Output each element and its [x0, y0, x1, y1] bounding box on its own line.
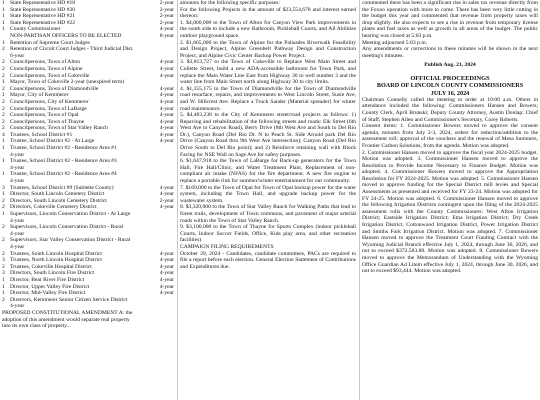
office-term: 4-year: [159, 125, 174, 132]
office-row: [2, 257, 174, 264]
proceedings-paragraph: 2. Commissioner Hansen moved to approve the fiscal year 2024-2025 budget. Motion was adopted. 3. Commissioner Hansen moved to approve the Resolution to Provide Income Necessary to Finance Budget. Motion was adopted. 4. Commissioner Bowers moved to approve the Appropriation Resolution for FY 2024-2025. Motion was adopted. 5. Commissioner Hansen moved to approve funding for the Special District mill levies and Special Assessments as presented and received for FY 23-24. Motion was adopted for FY 24-25. Motion was adopted. 6. Commissioner Hansen moved to approve the following Irrigation Districts contingent upon the filing of the 2024-2025 assessment rolls with the County Commissioners: West Afton Irrigation District; Eastside Irrigation District; Etna Irrigation District; Dry Creek Irrigation District, Cottonwood Irrigation District, Power Irrigation District and Smiths Fork Irrigation District. Motion was adopted. 7. Commissioner Hansen moved to approve the Treatment Court Funding Contract with the Wyoming Judicial Branch effective July 1, 2024, through June 30, 2026, and not to exceed $372,583.88. Motion was adopted. 8. Commissioner Bowers moved to approve the Memorandum of Understanding with the Wyoming Office Guardian Ad Litem effective July 1, 2024, through June 30, 2026, and not to exceed $93,444. Motion was adopted.: [362, 149, 538, 275]
office-count: 1: [2, 13, 5, 20]
minutes-text: [362, 0, 538, 59]
office-term: 4-year: [159, 191, 174, 198]
office-title: Trustee, School District #2 - Residence Area #3: [10, 158, 117, 165]
office-term: 2-year: [159, 19, 174, 26]
amendment-line: adoption of this amendment would separate real property: [2, 316, 130, 323]
office-row: [2, 33, 174, 40]
office-row: [2, 40, 174, 47]
office-title: 4-year: [10, 243, 25, 250]
office-title: Trustees, South Lincoln Hospital District: [10, 250, 102, 257]
office-title: Trustees, Cokeville Hospital District: [10, 263, 92, 270]
project-paragraph: 4. $1,155,175 to the Town of Diamondville for the Town of Diamondville road resurface, repairs, and improvements to West Lincoln Street, Susie Ave, and W. Hillcrest Ave. Replace a Truck Sander (Material spreader) for winter road maintenance.: [180, 85, 356, 112]
office-row: [2, 191, 174, 198]
office-term: [172, 152, 174, 159]
office-title: Trustees, School District #1: [10, 131, 73, 138]
office-count: [2, 165, 10, 172]
minutes-paragraph: commented there has been a significant rise in sales tax revenue directly from the Foxoo operation with more to come. There has been very little cutting in the budget this year and commented that revenue from property taxes will drop slightly. He also expects to see a rise in revenue from temporary license plates and fuel taxes as well as growth in all areas of the budget. The public hearing was closed at 5:03 p.m.: [362, 0, 538, 39]
office-title: Mayor, City of Kemmerer: [10, 92, 69, 99]
office-term: [172, 46, 174, 53]
office-title: Councilpersons, City of Kemmerer: [10, 98, 89, 105]
office-title: Councilpersons, Town of Star Valley Ranch: [10, 125, 108, 132]
office-title: Director, Mid-Valley Fire District: [10, 290, 86, 297]
office-count: 2: [2, 204, 5, 211]
proceedings-heading: OFFICIAL PROCEEDINGS: [410, 74, 490, 82]
office-row: [2, 0, 174, 7]
office-term: [172, 165, 174, 172]
office-title: Trustee, School District #2 - At Large: [10, 138, 95, 145]
office-title: 4-year: [10, 178, 25, 185]
office-title: State Representative HD #21: [10, 13, 76, 20]
minutes-paragraph: Any amendments or corrections to these minutes will be shown in the next meeting's minutes.: [362, 46, 538, 59]
office-count: [2, 303, 10, 310]
office-count: 1: [2, 158, 5, 165]
office-row: [2, 237, 174, 244]
office-row: [2, 7, 174, 14]
office-title: Councilpersons, Town of Alton: [10, 59, 81, 66]
proceedings-body: [362, 97, 538, 275]
office-row: [2, 231, 174, 238]
office-count: 2: [2, 72, 5, 79]
office-title: Retention of Supreme Court Judges: [10, 39, 90, 46]
office-row: [2, 198, 174, 205]
office-count: 1: [2, 92, 5, 99]
office-term: 4-year: [159, 65, 174, 72]
office-count: 2: [2, 296, 5, 303]
project-paragraph: 9. $3,100,000 to the Town of Thayne for Sports Complex (indoor pickleball Courts, Indoor Soccer Fields, Office, Kids play area, and other recreation facilities): [180, 224, 356, 244]
office-count: 3: [2, 270, 5, 277]
office-term: 2-year: [159, 0, 174, 6]
project-paragraph: 3. $3,813,727 to the Town of Cokeville to Replace West Main Street and Collette Street, build a new ADA-accessible bathroom for Town Park, and replace the Main Water Line East from Highway 30 to well number 3 and the water line from Main Street north along Highway 30 to city limits.: [180, 59, 356, 86]
office-term: [172, 237, 174, 244]
office-term: 4-year: [159, 98, 174, 105]
office-term: 4-year: [159, 26, 174, 33]
office-count: 2: [2, 263, 5, 270]
office-row: [2, 284, 174, 291]
office-term: 4-year: [159, 290, 174, 297]
office-title: 4-year: [10, 230, 25, 237]
office-title: Trustee, School District #2 - Residence Area #4: [10, 171, 117, 178]
office-term: [172, 224, 174, 231]
office-row: [2, 270, 174, 277]
office-title: 6-year: [10, 52, 25, 59]
office-count: 1: [2, 6, 5, 13]
offices-column: [2, 0, 174, 400]
office-term: 4-year: [159, 59, 174, 66]
minutes-paragraph: Meeting adjourned 5:03 p.m.: [362, 39, 428, 46]
office-count: 1: [2, 276, 5, 283]
project-paragraph: 8. $3,320,000 to the Town of Star Valley Ranch for Walking Paths that lead to forest trails, development of Town commons, and pavement of major arterial roads within the Town of Star Valley Ranch.: [180, 204, 356, 224]
office-row: [2, 204, 174, 211]
office-row: [2, 178, 174, 185]
office-row: [2, 73, 174, 80]
office-term: 4-year: [159, 283, 174, 290]
column-divider: [177, 0, 178, 400]
office-title: Supervisors, Star Valley Conservation District - Rural: [10, 237, 131, 244]
office-term: 4-year: [159, 72, 174, 79]
office-row: [2, 290, 174, 297]
office-title: Trustees, School District #9 (Sublette County): [10, 184, 114, 191]
office-title: Retention of Circuit Court Judges - Third Judicial Dist.: [10, 46, 134, 53]
office-row: [2, 92, 174, 99]
office-count: [2, 218, 10, 225]
office-row: [2, 264, 174, 271]
office-title: Directors, South Lincoln Fire District: [10, 270, 95, 277]
office-row: [2, 152, 174, 159]
office-title: Councilpersons, Town of LaBarge: [10, 105, 87, 112]
office-term: 4-year: [159, 92, 174, 99]
column-divider: [359, 0, 360, 400]
meeting-date-heading: JULY 16, 2024: [430, 89, 470, 97]
office-count: 1: [2, 290, 5, 297]
office-row: [2, 13, 174, 20]
office-row: [2, 138, 174, 145]
office-row: [2, 171, 174, 178]
office-term: 8-year: [159, 32, 174, 39]
office-title: Councilpersons, Town of Cokeville: [10, 72, 90, 79]
office-row: [2, 99, 174, 106]
office-term: 4-year: [159, 250, 174, 257]
office-row: [2, 79, 174, 86]
office-term: [172, 145, 174, 152]
office-title: Directors, Kemmerer Senior Citizen Service District: [10, 296, 128, 303]
projects-column: [180, 0, 356, 400]
office-row: [2, 303, 174, 310]
office-count: 2: [2, 118, 5, 125]
office-term: 4-year: [159, 112, 174, 119]
office-count: 1: [2, 211, 5, 217]
office-title: Directors, Cokeville Cemetery District: [10, 204, 97, 211]
office-row: [2, 20, 174, 27]
office-term: 4-year: [159, 263, 174, 270]
office-term: 4-year: [159, 85, 174, 92]
office-term: 4-year: [159, 118, 174, 125]
project-paragraph: October 29, 2024 - Candidates, candidate committees, PACs are required to file a report before each election. General Election Statement of Contributions and Expenditures due.: [180, 250, 356, 270]
office-row: [2, 66, 174, 73]
office-title: Trustees, North Lincoln Hospital District: [10, 257, 102, 264]
office-count: 2: [2, 224, 5, 231]
office-row: [2, 218, 174, 225]
office-count: 3: [2, 184, 5, 191]
office-term: 4-year: [159, 138, 174, 145]
office-count: 2: [2, 85, 5, 92]
office-term: [172, 244, 174, 251]
offices-list: [2, 0, 174, 310]
office-count: 1: [2, 145, 5, 152]
office-count: 2: [2, 105, 5, 112]
office-title: Councilpersons, Town of Opal: [10, 112, 79, 119]
amendment-a-text: [2, 310, 174, 330]
publish-date: Publish Aug. 21, 2024: [424, 62, 476, 69]
office-row: [2, 165, 174, 172]
office-row: [2, 224, 174, 231]
projects-list: [180, 7, 356, 271]
office-term: 2-year: [159, 6, 174, 13]
office-count: 1: [2, 191, 5, 198]
office-term: [172, 218, 174, 225]
office-row: [2, 244, 174, 251]
project-paragraph: 2. $1,665,000 to the Town of Alpine for the Palisades Riverwalk Feasibility and Design Project, Alpine Greenbelt Pathway Design and Construction Project, and Alpine Civic Center Backup Power Project.: [180, 39, 356, 59]
office-term: 4-year: [159, 184, 174, 191]
office-title: 4-year: [10, 217, 25, 224]
office-count: 2: [2, 98, 5, 105]
office-count: [2, 244, 10, 251]
office-term: [172, 79, 174, 86]
project-paragraph: CAMPAIGN FILING REQUIREMENTS: [180, 243, 274, 250]
office-term: [172, 158, 174, 165]
office-count: [2, 33, 10, 40]
office-count: 1: [2, 26, 5, 33]
office-count: 1: [2, 79, 5, 86]
office-term: [172, 171, 174, 178]
office-term: [172, 40, 174, 47]
office-title: State Representative HD #18: [10, 0, 76, 6]
office-count: 1: [2, 283, 5, 290]
office-term: 2-year: [159, 13, 174, 20]
office-count: 2: [2, 197, 5, 204]
office-term: [172, 303, 174, 310]
project-paragraph: 6. $1,647,918 to the Town of LaBarge for Back-up generators for the Town Hall, Fire Hall/Clinic, and Water Treatment Plant, Replacement of non-compliant air intake (NFAS) for the fire department. A new fire engine to replace a portable rink for summer/winter entertainment for our community.: [180, 158, 356, 185]
project-paragraph: 1. $4,000,000 to the Town of Afton for Canyon View Park improvements in the south side to include a new Bathroom, Pickleball Courts, and All Abilities outdoor playground space.: [180, 19, 356, 39]
amendment-line: PROPOSED CONSTITUTIONAL AMENDMENT A: the: [2, 309, 133, 316]
office-count: 2: [2, 237, 5, 244]
office-count: 2: [2, 65, 5, 72]
office-row: [2, 86, 174, 93]
office-term: 4-year: [159, 105, 174, 112]
proceedings-column: [362, 0, 538, 400]
project-paragraph: 7. $169,000 to the Town of Opal for Town of Opal backup power for the water system, including the Town Hall, and upgrade backup power for the wastewater system.: [180, 184, 356, 204]
office-row: [2, 297, 174, 304]
office-title: NON-PARTISAN OFFICERS TO BE ELECTED: [10, 32, 122, 39]
office-term: [172, 297, 174, 304]
office-title: 4-year: [10, 151, 25, 158]
office-count: 2: [2, 59, 5, 66]
office-title: 4-year: [10, 164, 25, 171]
office-title: Supervisors, Lincoln Conservation District - Rural: [10, 224, 124, 231]
office-count: [2, 178, 10, 185]
project-paragraph: 5. $4,483,238 to the City of Kemmerer street/road projects as follows: 1) Repaving and rehabilitation of the following streets and roads: Elk Street (6th West Ave to Canyon Road), Berry Drive (8th West Ave and South to Del Rio Dr.), Canyon Road (Del Rio Dr. N to Peach St. Side Arnold park Del Rio Drive (Canyon Road thru 9th West Ave intersection); Canyon Road (Del Rio Drive South to Del Rio point); and 2) Reinforce retaining wall with Block Facing for NSE Wall on Sage Ave for safety purposes.: [180, 112, 356, 158]
projects-intro: amounts for the following specific purposes:: [180, 0, 280, 6]
office-count: 2: [2, 125, 5, 132]
office-title: Mayor, Town of Cokeville 2-year (unexpired term): [10, 79, 125, 86]
office-row: [2, 53, 174, 60]
office-term: [172, 53, 174, 60]
office-count: 1: [2, 138, 5, 145]
office-term: 4-year: [159, 257, 174, 264]
office-count: 1: [2, 39, 5, 46]
office-title: Director, South Lincoln Cemetery District: [10, 191, 105, 198]
office-term: 4-year: [159, 276, 174, 283]
office-count: 4: [2, 131, 5, 138]
office-title: Directors, South Lincoln Cemetery District: [10, 197, 107, 204]
office-title: Trustee, School District #2 - Residence Area #1: [10, 145, 117, 152]
office-title: 4-year: [10, 303, 25, 310]
office-term: 4-year: [159, 270, 174, 277]
office-count: 1: [2, 19, 5, 26]
office-count: 2: [2, 112, 5, 119]
proceedings-paragraph: Chairman Connelly called the meeting to order at 10:00 a.m. Others in attendance included the following: Commissioners Hansen and Bowers; County Clerk, April Brunski; Deputy County Attorney, Austin Donlap; Chief of Staff, Stephen Allen and Commissioner's Secretary, Corey Roberts.: [362, 96, 538, 123]
office-title: Director, Bear River Fire District: [10, 276, 85, 283]
office-term: [172, 231, 174, 238]
office-title: County Commissioner: [10, 26, 61, 33]
office-row: [2, 26, 174, 33]
office-count: [2, 231, 10, 238]
office-title: Director, Upper Valley Fire District: [10, 283, 90, 290]
office-term: [172, 178, 174, 185]
office-title: Councilpersons, Town of Diamondville: [10, 85, 99, 92]
office-row: [2, 277, 174, 284]
office-title: Councilpersons, Town of Thayne: [10, 118, 85, 125]
office-row: [2, 119, 174, 126]
office-row: [2, 106, 174, 113]
office-row: [2, 59, 174, 66]
office-row: [2, 158, 174, 165]
office-title: Supervisors, Lincoln Conservation District - At Large: [10, 211, 131, 217]
office-row: [2, 185, 174, 192]
amendment-line: into its own class of property...: [2, 323, 71, 330]
office-count: [2, 152, 10, 159]
office-row: [2, 125, 174, 132]
office-count: 3: [2, 257, 5, 264]
office-row: [2, 145, 174, 152]
office-count: 2: [2, 46, 5, 53]
office-count: 1: [2, 0, 5, 6]
office-title: State Representative HD #20: [10, 6, 76, 13]
board-heading: BOARD OF LINCOLN COUNTY COMMISSIONERS: [376, 82, 524, 90]
office-title: Councilpersons, Town of Alpine: [10, 65, 83, 72]
project-paragraph: For the following Projects in the amount of $23,554,678 and interest earned thereon:: [180, 6, 356, 20]
office-term: 4-year: [159, 204, 174, 211]
office-count: 1: [2, 171, 5, 178]
office-row: [2, 251, 174, 258]
office-row: [2, 211, 174, 218]
office-term: [172, 211, 174, 218]
office-count: [2, 53, 10, 60]
office-row: [2, 132, 174, 139]
proceedings-paragraph: Consent items: 1. Commissioner Bowers moved to approve the consent agenda, minutes from July 2-3, 2024, orders for reduction/addition to the assessment roll; approval of the vouchers and the renewal of Mesa Summers, Frontier Carbon Solutions, from the agenda. Motion was adopted.: [362, 123, 538, 149]
office-title: State Representative HD #22: [10, 19, 76, 26]
office-row: [2, 46, 174, 53]
office-term: 2-year: [159, 197, 174, 204]
office-count: 2: [2, 250, 5, 257]
office-term: 4-year: [159, 131, 174, 138]
office-row: [2, 112, 174, 119]
